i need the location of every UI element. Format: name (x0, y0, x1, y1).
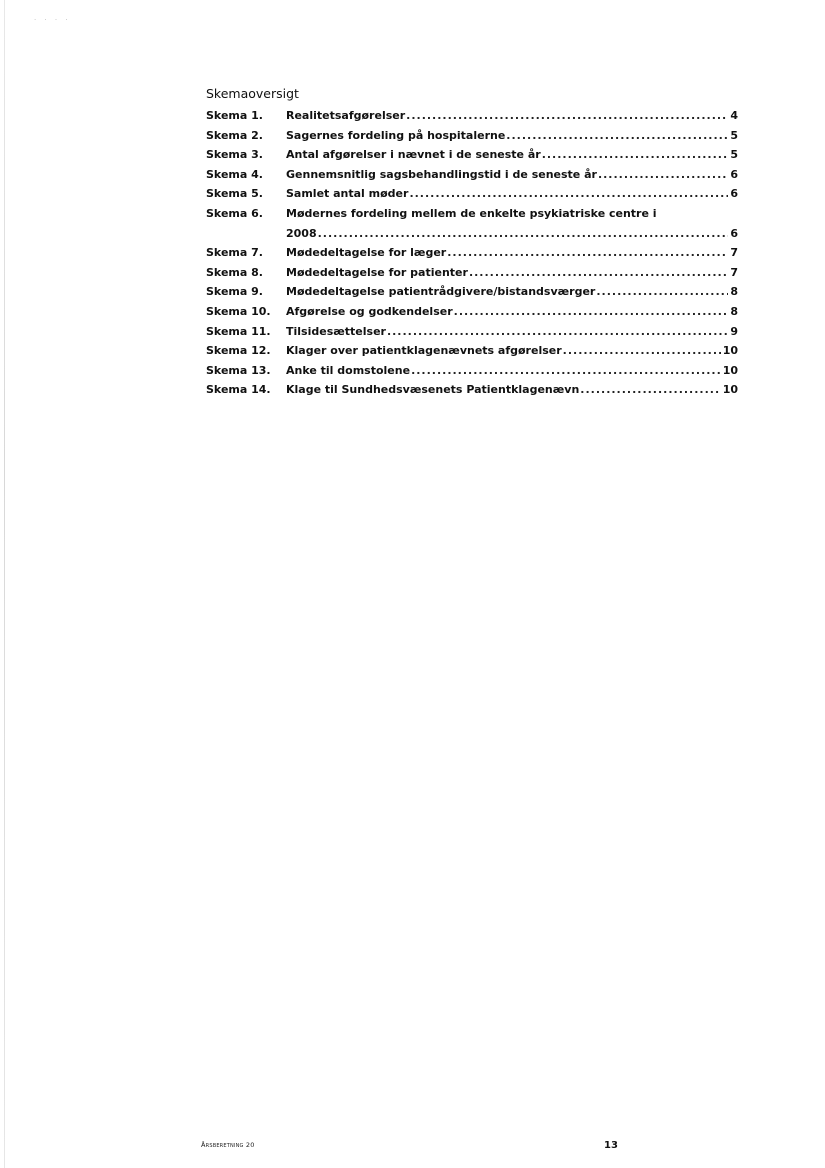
page-heading: Skemaoversigt (206, 86, 299, 101)
toc-entry-label: Skema 10. (206, 304, 271, 318)
toc-entry-title: Samlet antal møder (286, 187, 409, 201)
toc-entry-page: 6 (730, 187, 738, 201)
toc-entry-title: Sagernes fordeling på hospitalerne (286, 128, 506, 142)
toc-entry[interactable] (206, 322, 738, 342)
toc-entry-label: Skema 11. (206, 324, 271, 338)
footer-report-title: Årsberetning 20 (201, 1141, 255, 1149)
toc-entry-title: Anke til domstolene (286, 363, 411, 377)
toc-entry-page: 8 (730, 304, 738, 318)
toc-entry-continuation[interactable] (206, 224, 738, 244)
toc-entry-title: Klager over patientklagenævnets afgørelser (286, 344, 562, 358)
toc-entry-page: 10 (722, 363, 738, 377)
toc-entry[interactable] (206, 145, 738, 165)
dot-leader (454, 302, 729, 322)
toc-entry-title-continuation: 2008 (286, 226, 317, 240)
toc-entry-label: Skema 1. (206, 109, 263, 122)
toc-entry[interactable] (206, 302, 738, 322)
toc-entry[interactable] (206, 380, 738, 400)
dot-leader (447, 243, 728, 263)
toc-entry-label: Skema 12. (206, 344, 271, 358)
toc-entry[interactable] (206, 184, 738, 204)
toc-entry[interactable] (206, 243, 738, 263)
toc-entry-title: Mødedeltagelse for læger (286, 246, 447, 260)
toc-entry-title: Afgørelse og godkendelser (286, 304, 453, 318)
dot-leader (409, 184, 728, 204)
toc-entry[interactable] (206, 126, 738, 146)
toc-entry-title: Realitetsafgørelser (286, 109, 406, 122)
table-of-contents (206, 106, 738, 400)
toc-entry-label: Skema 4. (206, 167, 263, 181)
toc-entry-label: Skema 2. (206, 128, 263, 142)
toc-entry-title: Antal afgørelser i nævnet i de seneste år (286, 148, 541, 162)
dot-leader (580, 380, 720, 400)
toc-entry-page: 8 (730, 285, 738, 299)
toc-entry-label: Skema 7. (206, 246, 263, 260)
toc-entry[interactable] (206, 263, 738, 283)
dot-leader (387, 322, 728, 342)
toc-entry-title: Mødedeltagelse patientrådgivere/bistandsværger (286, 285, 596, 299)
scan-left-edge (4, 0, 5, 1168)
dot-leader (542, 145, 729, 165)
toc-entry-page: 9 (730, 324, 738, 338)
toc-entry-first-line[interactable] (206, 204, 738, 224)
toc-entry-page: 7 (730, 246, 738, 260)
toc-entry-title: Gennemsnitlig sagsbehandlingstid i de seneste år (286, 167, 597, 181)
toc-entry-page: 5 (730, 128, 738, 142)
dot-leader (596, 282, 728, 302)
toc-entry-label: Skema 9. (206, 285, 263, 299)
toc-entry-page: 10 (722, 383, 738, 397)
toc-entry[interactable] (206, 361, 738, 381)
toc-entry-title: Tilsidesættelser (286, 324, 386, 338)
toc-entry-title: Mødernes fordeling mellem de enkelte psykiatriske centre i (286, 206, 657, 220)
toc-entry-page: 6 (730, 167, 738, 181)
toc-entry[interactable] (206, 165, 738, 185)
dot-leader (598, 165, 728, 185)
toc-entry-label: Skema 5. (206, 187, 263, 201)
dot-leader (318, 224, 729, 244)
dot-leader (563, 341, 721, 361)
toc-entry-label: Skema 6. (206, 206, 263, 220)
toc-entry-label: Skema 8. (206, 265, 263, 279)
dot-leader (411, 361, 721, 381)
toc-entry[interactable] (206, 106, 738, 126)
toc-entry-title: Mødedeltagelse for patienter (286, 265, 468, 279)
toc-entry-page: 6 (730, 226, 738, 240)
toc-entry[interactable] (206, 282, 738, 302)
toc-entry[interactable] (206, 341, 738, 361)
toc-entry-page: 7 (730, 265, 738, 279)
toc-entry-page: 5 (730, 148, 738, 162)
footer-page-number: 13 (604, 1140, 618, 1151)
dot-leader (469, 263, 728, 283)
toc-entry-page: 4 (730, 109, 738, 122)
dot-leader (506, 126, 728, 146)
scan-artifact-marks: · · · · (34, 16, 71, 24)
dot-leader (406, 106, 728, 126)
toc-entry-page: 10 (722, 344, 738, 358)
toc-entry-title: Klage til Sundhedsvæsenets Patientklagenævn (286, 383, 580, 397)
toc-entry-label: Skema 14. (206, 383, 271, 397)
toc-entry-label: Skema 3. (206, 148, 263, 162)
toc-entry-label: Skema 13. (206, 363, 271, 377)
